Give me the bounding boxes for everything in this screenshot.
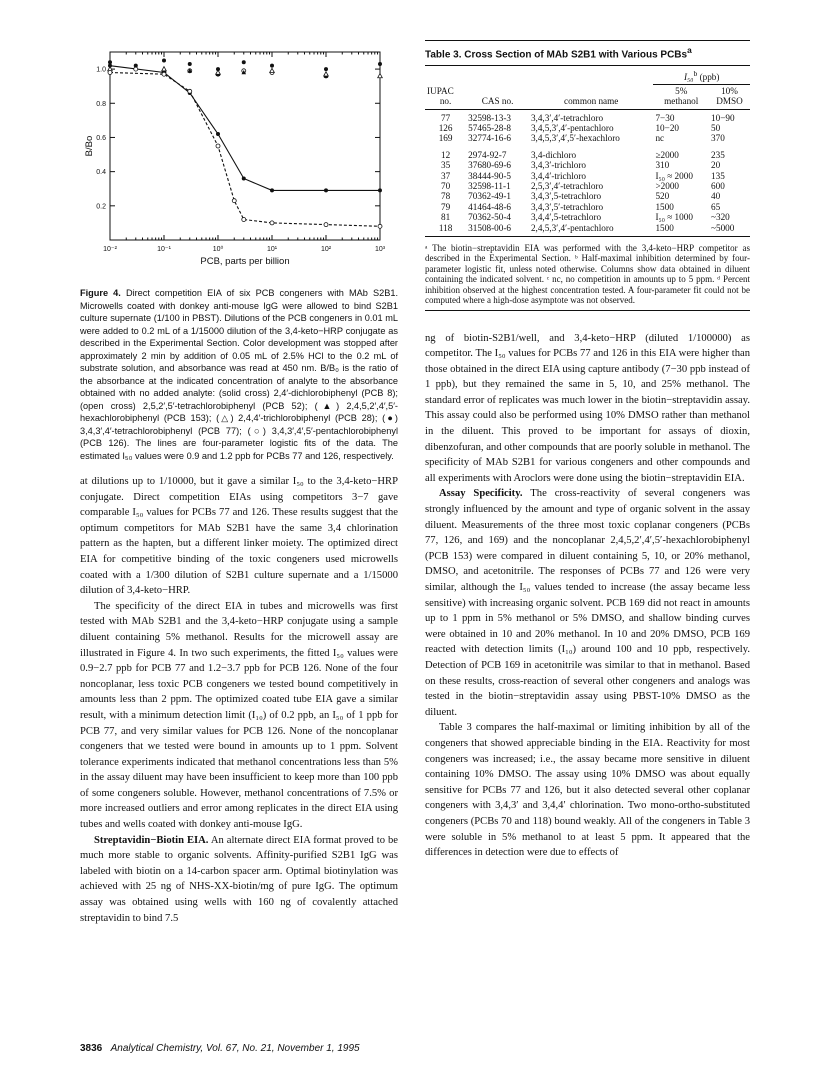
table-row <box>425 223 750 233</box>
data-point <box>324 223 328 227</box>
x-tick-label: 10⁰ <box>212 246 224 253</box>
cell-name: 3,4,3′,5-tetrachloro <box>530 191 602 202</box>
table-row <box>425 123 750 133</box>
data-point <box>162 67 167 71</box>
cell-cas: 32774-16-6 <box>468 133 512 144</box>
cell-dmso: 135 <box>711 170 725 181</box>
i50-rule <box>653 84 750 85</box>
fit-line-pcb126 <box>110 73 380 227</box>
cell-name: 3,4,3′-trichloro <box>530 160 587 171</box>
cell-name: 3,4-dichloro <box>530 149 577 160</box>
cell-iupac: 81 <box>440 212 451 223</box>
cell-methanol: 1500 <box>655 222 674 233</box>
table-top-rule <box>425 40 750 41</box>
page-number: 3836 <box>80 1043 103 1054</box>
col-name-head: common name <box>564 96 619 107</box>
data-point <box>270 221 274 225</box>
data-point <box>108 64 112 68</box>
cell-cas: 32598-13-3 <box>468 112 512 123</box>
cell-cas: 70362-49-1 <box>468 191 512 202</box>
data-point <box>378 188 382 192</box>
cell-name: 3,4,3′,5′-tetrachloro <box>530 201 604 212</box>
data-point <box>378 224 382 228</box>
col-iupac-head: IUPAC <box>427 85 454 96</box>
y-axis-label: B/Bo <box>84 135 95 157</box>
figure-4-chart <box>80 40 398 278</box>
left-body <box>80 474 398 926</box>
right-paragraph-2-text: The cross-reactivity of several congeners was strongly influenced by the amount and type of organic solvent in the assay diluent. Measurements of the three most toxic coplanar congeners (PCBs 77, 126, and 169) and the noncoplanar 2,4,5,2′,4′,5′-hexachlorobiphenyl (PCB 153) were compared in diluent containing 5, 10, or 20% methanol, DMSO, and acetonitrile. The responses of PCBs 77 and 126 were very similar, although the I₅₀ values tended to increase (the assay became less sensitive) with increasing organic solvent. PCB 169 did not react in amounts up to 1 ppm in 5% methanol or 5% DMSO, and shallow binding curves were obtained in 10 and 20% methanol. In 10 and 20% DMSO, PCB 169 reacted with detection limits (I₁₀) around 100 and 10 ppb, respectively. Detection of PCB 169 in acetonitrile was similar to that in methanol. Based on these results, cross-reaction of several other congeners and analogs was tested in the biotin−streptavidin assay using PBST-10% DMSO as the diluent. <box>425 488 750 718</box>
col-iupac-head-b: no. <box>439 96 452 107</box>
table-header-row-3 <box>425 96 750 106</box>
cell-iupac: 78 <box>440 191 451 202</box>
cell-methanol: I₅₀ ≈ 1000 <box>655 212 693 223</box>
x-tick-label: 10² <box>320 246 332 253</box>
plot-frame <box>110 52 380 240</box>
data-point <box>162 59 166 63</box>
data-point <box>242 176 246 180</box>
data-point <box>188 62 192 66</box>
cell-cas: 2974-92-7 <box>468 149 507 160</box>
data-point <box>108 71 112 75</box>
i50-header: I₅₀$^b$ (ppb) <box>683 69 720 83</box>
section-head-streptavidin: Streptavidin−Biotin EIA. <box>94 834 209 846</box>
cell-dmso: 40 <box>711 191 721 202</box>
y-tick-label: 0.4 <box>96 169 106 177</box>
table-footnotes: ᵃ The biotin−streptavidin EIA was performed with the 3,4-keto−HRP competitor as described in the Experimental Section. ᵇ Half-maximal inhibition determined by four-parameter logistic fit, unless noted otherwise. Columns show data obtained in diluent containing the indicated solvent. ᶜ nc, no competition in amounts up to 5 ppm. ᵈ Percent inhibition observed at the highest concentration tested. A four-parameter fit could not be computed where a high-dose asymptote was not observed. <box>425 243 750 306</box>
cell-name: 3,4,5,3′,4′-pentachloro <box>530 123 614 134</box>
table-row <box>425 160 750 170</box>
data-point <box>188 89 192 93</box>
data-point <box>324 67 328 71</box>
col-dmso-head: DMSO <box>716 96 743 107</box>
cell-iupac: 118 <box>438 222 453 233</box>
cell-name: 3,4,4′-trichloro <box>530 170 587 181</box>
table-row <box>425 191 750 201</box>
table-row <box>425 181 750 191</box>
cell-cas: 57465-28-8 <box>468 123 512 134</box>
table-row <box>425 171 750 181</box>
y-tick-label: 0.2 <box>96 203 106 211</box>
cell-cas: 38444-90-5 <box>468 170 512 181</box>
data-point <box>324 188 328 192</box>
cell-methanol: ≥2000 <box>655 149 679 160</box>
data-point <box>270 64 274 68</box>
data-point <box>242 60 246 64</box>
right-paragraph-3: Table 3 compares the half-maximal or limiting inhibition by all of the congeners that showed appreciable binding in the EIA. Reactivity for most congeners was increased; i.e., the assay became more sensitive in diluent containing 10% DMSO. The assay using 10% DMSO was about equally sensitive for PCBs 77 and 126, but it also detected several other coplanar congeners with 3,4,3′ and 3,4,4′ chlorination. Two mono-ortho-substituted congeners (PCBs 70 and 118) bound weakly. All of the congeners in Table 3 were soluble in 5% methanol to at least 5 ppm. It appeared that the differences in detection were due to effects of <box>425 722 750 859</box>
right-paragraph-2 <box>425 486 750 720</box>
page-footer <box>80 1043 360 1054</box>
x-axis-label: PCB, parts per billion <box>200 256 290 267</box>
table-title: Table 3. Cross Section of MAb S2B1 with Various PCBs$^a$ <box>425 45 692 61</box>
table-row <box>425 150 750 160</box>
cell-methanol: 7−30 <box>655 112 675 123</box>
cell-iupac: 70 <box>440 181 451 192</box>
cell-dmso: 10−90 <box>711 112 735 123</box>
left-column <box>80 40 398 926</box>
fit-line-pcb77 <box>110 66 380 191</box>
cell-dmso: ~320 <box>711 212 730 223</box>
cell-cas: 41464-48-6 <box>468 201 512 212</box>
cell-dmso: ~5000 <box>711 222 735 233</box>
cell-iupac: 35 <box>440 160 451 171</box>
table-end-rule <box>425 310 750 311</box>
cell-dmso: 235 <box>711 149 725 160</box>
cell-methanol: 520 <box>655 191 670 202</box>
cell-iupac: 169 <box>438 133 453 144</box>
cell-dmso: 65 <box>711 201 721 212</box>
cell-cas: 37680-69-6 <box>468 160 512 171</box>
left-paragraph-2: The specificity of the direct EIA in tubes and microwells was first tested with MAb S2B1 and the 3,4-keto−HRP conjugate using a sample diluent containing 5% methanol. Results for the microwell assay are illustrated in Figure 4. In two such experiments, the fitted I₅₀ values were 0.9−2.7 ppb for PCB 77 and 1.2−3.7 ppb for PCB 126. None of the four noncoplanar, less toxic PCB congeners we tested bound competitively in amounts less than 2 ppm. The optimized coated tube EIA gave a similar result, with a minimum detection limit (I₁₀) of 0.2 ppb, an I₅₀ of 1 ppb for PCB 77, and very similar values for PCB 126. None of the noncoplanar congeners that we tested were bound in amounts up to 1 ppm. Solvent tolerance experiments indicated that methanol concentrations less than 5% in the assay diluent may have been insufficient to keep more than 100 ppb of some congeners soluble. However, methanol concentrations of 7.5% or more increased outliers and error among replicates in the direct EIA using tubes and wells coated with donkey anti-mouse IgG. <box>80 600 398 831</box>
data-point <box>242 217 246 221</box>
cell-cas: 70362-50-4 <box>468 212 512 223</box>
col-dmso-head-a: 10% <box>721 85 738 96</box>
table-bottom-rule <box>425 236 750 237</box>
section-head-specificity: Assay Specificity. <box>439 488 523 500</box>
table-row <box>425 113 750 123</box>
cell-iupac: 79 <box>440 201 451 212</box>
cell-name: 2,4,5,3′,4′-pentachloro <box>530 222 614 233</box>
cell-name: 3,4,3′,4′-tetrachloro <box>530 112 604 123</box>
cell-iupac: 12 <box>440 149 451 160</box>
data-point <box>216 132 220 136</box>
cell-name: 3,4,5,3′,4′,5′-hexachloro <box>530 133 620 144</box>
data-point <box>378 62 382 66</box>
cell-iupac: 126 <box>438 123 453 134</box>
left-paragraph-1: at dilutions up to 1/10000, but it gave a similar I₅₀ to the 3,4-keto−HRP conjugate. Direct competition EIAs using competitors 3−7 gave comparable I₅₀ values for PCBs 77 and 126. These results suggest that the optimum competitors for MAb S2B1 have the same 3,4 chlorination pattern as the hapten, but a different linker moiety. The optimized direct EIA for competitive binding of the toxic congeners used microwells coated with a 1/300 dilution of S2B1 culture supernate and a 1/15000 dilution of 3,4-keto−HRP. <box>80 476 398 597</box>
cell-methanol: >2000 <box>655 181 680 192</box>
x-tick-label: 10⁻² <box>103 246 117 253</box>
data-point <box>232 199 236 203</box>
cell-dmso: 600 <box>711 181 725 192</box>
cell-dmso: 20 <box>711 160 721 171</box>
table-row <box>425 212 750 222</box>
table-3 <box>425 66 750 239</box>
table-row <box>425 133 750 143</box>
cell-name: 2,5,3′,4′-tetrachloro <box>530 181 604 192</box>
y-tick-label: 1.0 <box>96 66 106 74</box>
figure-caption-text: Direct competition EIA of six PCB congeners with MAb S2B1. Microwells coated with donkey anti-mouse IgG were allowed to bind S2B1 culture supernate (1/100 in PBST). Dilutions of the PCB congeners in 0.01 mL were added to 0.2 mL of a 1/15000 dilution of the 3,4-keto−HRP conjugate as described in the Experimental Section. Color development was stopped after approximately 2 min by addition of 0.05 mL of 2.5% HCl to the 0.2 mL of substrate solution, and absorbance was read at 450 nm. B/B₀ is the ratio of the absorbance at the indicated concentration of analyte to the absorbance obtained with no added analyte: (solid cross) 2,4′-dichlorobiphenyl (PCB 8); (open cross) 2,5,2′,5′-tetrachlorobiphenyl (PCB 52); (▲) 2,4,5,2′,4′,5′-hexachlorobiphenyl (PCB 153); (△) 2,4,4′-trichlorobiphenyl (PCB 28); (●) 3,4,3′,4′-tetrachlorobiphenyl (PCB 77); (○) 3,4,3′,4′,5′-pentachlorobiphenyl (PCB 126). The lines are four-parameter logistic fits of the data. The estimated I₅₀ values were 0.9 and 1.2 ppb for PCBs 77 and 126, respectively. <box>80 288 399 461</box>
cell-iupac: 77 <box>440 112 451 123</box>
left-paragraph-3-text: An alternate direct EIA format proved to be much more stable to organic solvents. Affinity-purified S2B1 IgG was labeled with biotin on a 14-carbon spacer arm. Optimal biotinylation was achieved with 25 ng of NHS-XX-biotin/mg of pure IgG. The optimum assay was obtained using wells with 160 ng of covalently attached streptavidin to bind 7.5 <box>80 834 398 924</box>
col-cas-head: CAS no. <box>481 96 514 107</box>
journal-citation: Analytical Chemistry, Vol. 67, No. 21, November 1, 1995 <box>110 1043 360 1054</box>
cell-methanol: nc <box>655 133 665 144</box>
cell-methanol: I₅₀ ≈ 2000 <box>655 170 693 181</box>
x-tick-label: 10¹ <box>266 246 278 253</box>
y-tick-label: 0.6 <box>96 134 106 142</box>
table-row <box>425 202 750 212</box>
figure-caption <box>80 287 398 462</box>
right-body <box>425 331 750 861</box>
x-tick-label: 10⁻¹ <box>157 246 171 253</box>
data-point <box>134 67 138 71</box>
cell-methanol: 1500 <box>655 201 674 212</box>
right-column <box>425 40 750 861</box>
cell-dmso: 50 <box>711 123 721 134</box>
cell-name: 3,4,4′,5-tetrachloro <box>530 212 602 223</box>
figure-caption-label: Figure 4. <box>80 288 121 298</box>
data-point <box>270 188 274 192</box>
cell-iupac: 37 <box>440 170 451 181</box>
cell-methanol: 310 <box>655 160 670 171</box>
cell-dmso: 370 <box>711 133 725 144</box>
col-methanol-head-a: 5% <box>675 85 688 96</box>
col-methanol-head: methanol <box>664 96 699 107</box>
data-point <box>162 72 166 76</box>
left-paragraph-3 <box>80 833 398 927</box>
data-point <box>324 72 329 76</box>
data-point <box>216 144 220 148</box>
data-point <box>108 60 112 64</box>
x-tick-label: 10³ <box>374 246 386 253</box>
data-point <box>270 68 275 72</box>
table-header-row-2 <box>425 86 750 96</box>
y-tick-label: 0.8 <box>96 100 106 108</box>
cell-cas: 31508-00-6 <box>468 222 512 233</box>
table-header-rule <box>425 109 750 110</box>
data-point <box>378 73 383 77</box>
cell-methanol: 10−20 <box>655 123 680 134</box>
right-paragraph-1: ng of biotin-S2B1/well, and 3,4-keto−HRP (diluted 1/100000) as competitor. The I₅₀ values for PCBs 77 and 126 in this EIA were higher than those obtained in the direct EIA using capture antibody (7−30 ppb instead of 1 ppb), but they remained the same in 5, 10, and 25% methanol. The standard error of replicates was much lower in the biotin−streptavidin assay. This assay could also be performed using 10% DMSO rather than methanol in the diluent. This proved to be important for assays of dioxin, dibenzofuran, and other compounds that are poorly soluble in methanol. The specificity of MAb S2B1 for various congeners and other compounds and all experiments with Aroclors were done using the biotin−streptavidin EIA. <box>425 332 750 484</box>
cell-cas: 32598-11-1 <box>468 181 511 192</box>
table-header-row-1 <box>425 66 750 82</box>
data-point <box>216 70 221 74</box>
